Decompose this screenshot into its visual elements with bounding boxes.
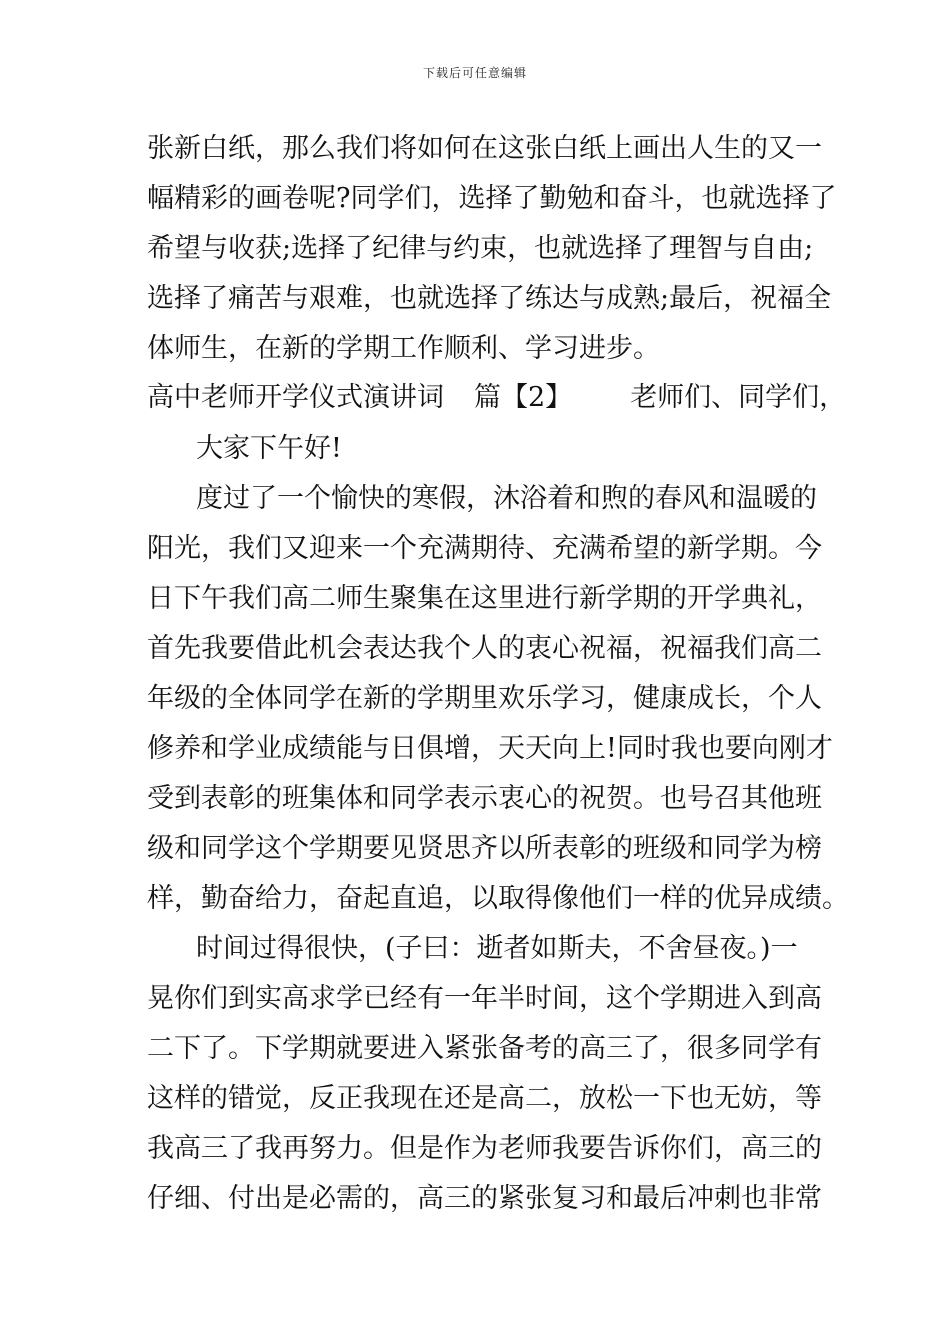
text-line: 受到表彰的班集体和同学表示衷心的祝贺。也号召其他班 <box>147 783 822 814</box>
heading-title: 高中老师开学仪式演讲词 <box>147 382 444 413</box>
text-line: 仔细、付出是必需的，高三的紧张复习和最后冲刺也非常 <box>147 1183 822 1214</box>
section-heading <box>147 381 847 415</box>
text-line: 阳光，我们又迎来一个充满期待、充满希望的新学期。今 <box>147 533 822 564</box>
text-line: 年级的全体同学在新的学期里欢乐学习，健康成长，个人 <box>147 683 822 714</box>
greeting: 大家下午好! <box>196 433 342 464</box>
heading-part: 篇【2】 <box>474 382 573 413</box>
text-line: 二下了。下学期就要进入紧张备考的高三了，很多同学有 <box>147 1033 822 1064</box>
text-line: 希望与收获;选择了纪律与约束，也就选择了理智与自由; <box>147 233 814 264</box>
text-line: 这样的错觉，反正我现在还是高二，放松一下也无妨，等 <box>147 1083 822 1114</box>
text-line: 度过了一个愉快的寒假，沐浴着和煦的春风和温暖的 <box>196 483 817 514</box>
text-line: 修养和学业成绩能与日俱增，天天向上!同时我也要向刚才 <box>147 733 833 764</box>
text-line: 张新白纸，那么我们将如何在这张白纸上画出人生的又一 <box>147 133 822 164</box>
text-line: 日下午我们高二师生聚集在这里进行新学期的开学典礼， <box>147 583 822 614</box>
text-line: 首先我要借此机会表达我个人的衷心祝福，祝福我们高二 <box>147 633 822 664</box>
text-line: 样，勤奋给力，奋起直追，以取得像他们一样的优异成绩。 <box>147 883 849 914</box>
text-line: 选择了痛苦与艰难，也就选择了练达与成熟;最后，祝福全 <box>147 283 832 314</box>
page-header: 下载后可任意编辑 <box>422 66 527 80</box>
text-line: 晃你们到实高求学已经有一年半时间，这个学期进入到高 <box>147 983 822 1014</box>
text-line: 幅精彩的画卷呢?同学们，选择了勤勉和奋斗，也就选择了 <box>147 183 837 214</box>
text-line: 级和同学这个学期要见贤思齐以所表彰的班级和同学为榜 <box>147 833 822 864</box>
text-line: 我高三了我再努力。但是作为老师我要告诉你们，高三的 <box>147 1133 822 1164</box>
text-line: 时间过得很快，(子曰：逝者如斯夫，不舍昼夜。)一 <box>196 933 798 964</box>
salutation: 老师们、同学们， <box>630 382 847 413</box>
text-line: 体师生，在新的学期工作顺利、学习进步。 <box>147 333 660 364</box>
